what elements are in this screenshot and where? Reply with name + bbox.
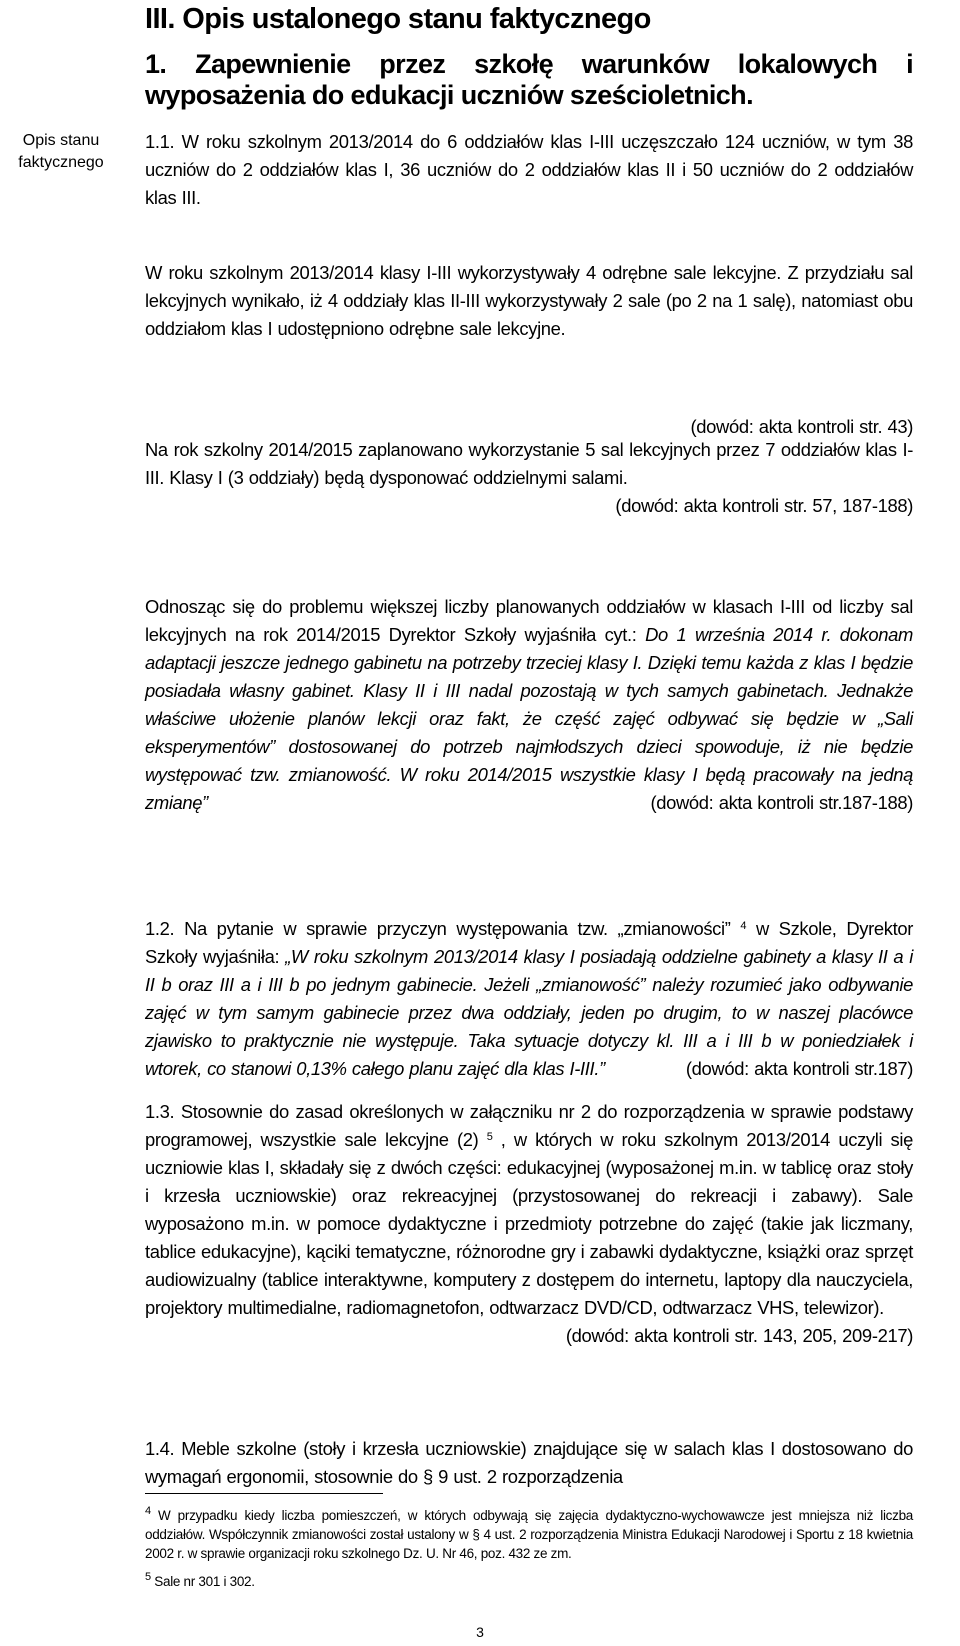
paragraph-lead: 1.2. Na pytanie w sprawie przyczyn występowania tzw. „zmianowości”: [145, 918, 731, 939]
footnote-text: Sale nr 301 i 302.: [154, 1574, 255, 1589]
paragraph-rest: , w których w roku szkolnym 2013/2014 uczyli się uczniowie klas I, składały się z dwóch części: edukacyjnej (wyposażonej m.in. w tablicę oraz stoły i krzesła uczniowskie) oraz rekreacyjnej (przystosowanej do rekreacji i zabawy). Sale wyposażono m.in. w pomoce dydaktyczne i przedmioty potrzebne do zajęć (takie jak liczmany, tablice edukacyjne), kąciki tematyczne, różnorodne gry i zabawki dydaktyczne, książki oraz sprzęt audiowizualny (tablice interaktywne, komputery z dostępem do internetu, laptopy dla nauczyciela, projektory multimedialne, radiomagnetofon, odtwarzacz DVD/CD, odtwarzacz VHS, telewizor).: [145, 1129, 914, 1318]
paragraph-text: Na rok szkolny 2014/2015 zaplanowano wykorzystanie 5 sal lekcyjnych przez 7 oddziałów klas I-III. Klasy I (3 oddziały) będą dysponować oddzielnymi salami.: [145, 439, 913, 488]
paragraph-1-4: [145, 1435, 913, 1491]
paragraph-lead: 1.3. Stosownie do zasad określonych w załączniku nr 2 do rozporządzenia w sprawie podstawy programowej, wszystkie sale lekcyjne (2): [145, 1101, 913, 1150]
subsection-title-line2: wyposażenia do edukacji uczniów sześcioletnich.: [145, 80, 753, 110]
title-word: i: [906, 49, 913, 79]
paragraph-1-1: [145, 128, 913, 212]
paragraph-lead: Odnosząc się do problemu większej liczby planowanych oddziałów w klasach I-III od liczby sal lekcyjnych na rok 2014/2015 Dyrektor Szkoły wyjaśniła cyt.:: [145, 596, 913, 645]
director-quote: „W roku szkolnym 2013/2014 klasy I posiadają oddzielne gabinety a klasy II a i II b oraz III a i III b po jednym gabinecie. Jeżeli „zmianowość” należy rozumieć jako odbywanie zajęć w tym samym gabinecie przez dwa oddziały, jeden po drugim, to w naszej placówce zjawisko to praktycznie nie występuje. Taka sytuacje dotyczy kl. III a i III b w poniedziałek i wtorek, co stanowi 0,13% całego planu zajęć dla klas I-III.”: [145, 946, 913, 1079]
title-word: szkołę: [474, 49, 554, 79]
paragraph-text: 1.4. Meble szkolne (stoły i krzesła uczniowskie) znajdujące się w salach klas I dostosowano do wymagań ergonomii, stosownie do § 9 ust. 2 rozporządzenia: [145, 1438, 913, 1487]
page-number: 3: [476, 1624, 484, 1640]
title-word: 1.: [145, 49, 167, 79]
footnote-number: 4: [145, 1505, 151, 1517]
footnote-item: [145, 1506, 913, 1563]
footnote-item: [145, 1572, 913, 1591]
evidence-note: (dowód: akta kontroli str. 43): [690, 416, 913, 437]
paragraph-director-explanation: [145, 593, 913, 817]
footnote-ref[interactable]: 4: [740, 920, 747, 932]
title-word: przez: [379, 49, 446, 79]
title-word: lokalowych: [737, 49, 878, 79]
footnotes: [145, 1506, 913, 1600]
footnote-ref[interactable]: 5: [486, 1131, 493, 1143]
director-quote: Do 1 września 2014 r. dokonam adaptacji jeszcze jednego gabinetu na potrzeby trzeciej klasy I. Dzięki temu każda z klas I będzie posiadała własny gabinet. Klasy II i III nadal pozostają w tych samych gabinetach. Jednakże właściwe ułożenie planów lekcji oraz fakt, że część zajęć odbywać się będzie w „Sali eksperymentów” dostosowanej do potrzeb najmłodszych dzieci spowoduje, iż nie będzie występować tzw. zmianowość. W roku 2014/2015 wszystkie klasy I będą pracowały na jedną zmianę”: [145, 624, 913, 813]
paragraph-lead-cont: w Szkole, Dyrektor Szkoły wyjaśniła:: [145, 918, 914, 967]
paragraph-halls-2013: [145, 259, 913, 343]
footnote-text: W przypadku kiedy liczba pomieszczeń, w których odbywają się zajęcia dydaktyczno-wychowawcze jest mniejsza niż liczba oddziałów. Współczynnik zmianowości został ustalony w § 4 ust. 2 rozporządzenia Ministra Edukacji Narodowej i Sportu z 18 kwietnia 2002 r. w sprawie organizacji roku szkolnego Dz. U. Nr 46, poz. 432 ze zm.: [145, 1508, 913, 1561]
evidence-note: (dowód: akta kontroli str. 57, 187-188): [615, 495, 913, 516]
evidence-note: (dowód: akta kontroli str.187): [685, 1058, 913, 1079]
paragraph-plan-2014: [145, 436, 913, 520]
paragraph-text: W roku szkolnym 2013/2014 klasy I-III wykorzystywały 4 odrębne sale lekcyjne. Z przydziału sal lekcyjnych wynikało, iż 4 oddziały klas II-III wykorzystywały 2 sale (po 2 na 1 salę), natomiast obu oddziałom klas I udostępniono odrębne sale lekcyjne.: [145, 262, 913, 339]
footnote-separator: [145, 1493, 383, 1494]
section-title: III. Opis ustalonego stanu faktycznego: [145, 3, 651, 35]
title-word: warunków: [581, 49, 709, 79]
side-label-line1: Opis stanu: [22, 132, 100, 149]
side-label: [8, 130, 114, 174]
subsection-title-line1: [145, 47, 913, 81]
footnote-number: 5: [145, 1571, 151, 1583]
evidence-note: (dowód: akta kontroli str.187-188): [650, 792, 913, 813]
title-word: Zapewnienie: [195, 49, 351, 79]
side-label-line2: faktycznego: [18, 154, 104, 171]
evidence-note: (dowód: akta kontroli str. 143, 205, 209-217): [565, 1325, 913, 1346]
paragraph-text: 1.1. W roku szkolnym 2013/2014 do 6 oddziałów klas I-III uczęszczało 124 uczniów, w tym 38 uczniów do 2 oddziałów klas I, 36 uczniów do 2 oddziałów klas II i 50 uczniów do 2 oddziałów klas III.: [145, 131, 913, 208]
paragraph-1-2: [145, 915, 913, 1083]
paragraph-1-3: [145, 1098, 913, 1350]
